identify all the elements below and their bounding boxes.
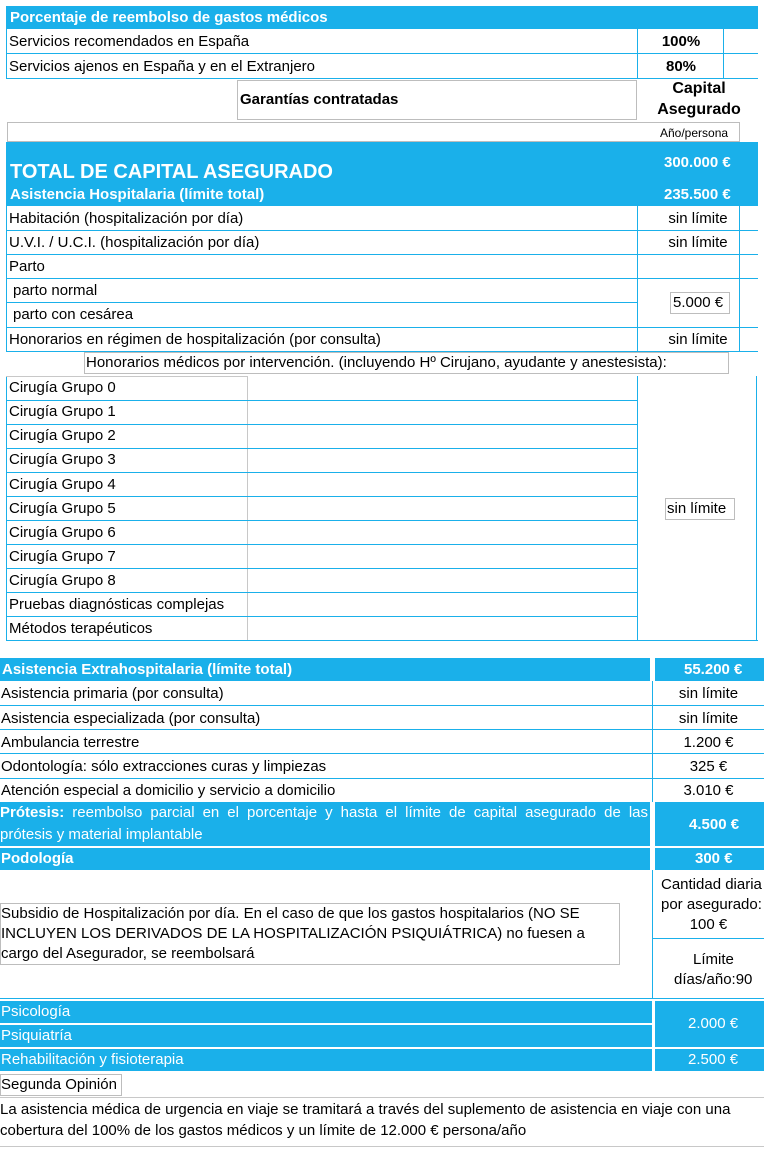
- cirugia-label: Cirugía Grupo 1: [9, 403, 116, 420]
- extra-row-value: sin límite: [678, 710, 739, 727]
- parto-value-box: [670, 292, 730, 314]
- cirugia-label: Cirugía Grupo 3: [9, 451, 116, 468]
- rehabilitacion-label: Rehabilitación y fisioterapia: [1, 1051, 184, 1068]
- cirugia-label: Cirugía Grupo 2: [9, 427, 116, 444]
- garantias-title: Garantías contratadas: [240, 91, 399, 108]
- parto-cesarea-label: parto con cesárea: [13, 306, 134, 323]
- cirugia-label: Cirugía Grupo 5: [9, 500, 116, 517]
- honorarios-label: Honorarios en régimen de hospitalización (por consulta): [9, 331, 381, 348]
- uvi-label: U.V.I. / U.C.I. (hospitalización por día): [9, 234, 260, 251]
- segunda-opinion-label: Segunda Opinión: [1, 1076, 117, 1093]
- extra-row-value: 3.010 €: [683, 782, 734, 799]
- cirugia-label: Cirugía Grupo 4: [9, 476, 116, 493]
- cirugia-label: Cirugía Grupo 6: [9, 524, 116, 541]
- parto-value: 5.000 €: [673, 294, 724, 311]
- limite-line2: días/año:90: [674, 971, 753, 988]
- intervencion-note-box: [84, 352, 729, 374]
- parto-normal-label: parto normal: [13, 282, 98, 299]
- habitacion-label: Habitación (hospitalización por día): [9, 210, 244, 227]
- cantidad-value: 100 €: [689, 916, 728, 933]
- total-bar: [6, 142, 758, 206]
- intervencion-note: Honorarios médicos por intervención. (incluyendo Hº Cirujano, ayudante y anestesista):: [86, 354, 667, 371]
- limite-line1: Límite: [693, 951, 734, 968]
- extra-row-label: Odontología: sólo extracciones curas y limpiezas: [1, 758, 327, 775]
- reembolso-row-label: Servicios ajenos en España y en el Extranjero: [9, 58, 316, 75]
- garantias-header: [237, 80, 637, 120]
- psiquiatria-label: Psiquiatría: [1, 1027, 72, 1044]
- extrahospitalaria-value: 55.200 €: [684, 661, 743, 678]
- capital-header-line2: Asegurado: [657, 101, 741, 118]
- uvi-value: sin límite: [668, 234, 728, 251]
- cirugia-label: Cirugía Grupo 8: [9, 572, 116, 589]
- psicologia-bar: [0, 1001, 652, 1023]
- psico-value: 2.000 €: [688, 1015, 739, 1032]
- protesis-label-bold: Prótesis:: [0, 804, 65, 821]
- total-label: TOTAL DE CAPITAL ASEGURADO: [10, 161, 333, 183]
- rehab-value-cell: [655, 1049, 764, 1071]
- reembolso-title: Porcentaje de reembolso de gastos médicos: [10, 9, 328, 26]
- extra-row-value: sin límite: [678, 685, 739, 702]
- extra-row-value: 325 €: [689, 758, 728, 775]
- cirugia-value-box: [665, 498, 735, 520]
- podologia-label: Podología: [1, 850, 74, 867]
- psico-value-cell: [655, 1001, 764, 1047]
- bar-gap: [650, 658, 655, 681]
- cantidad-line2: por asegurado:: [661, 896, 762, 913]
- podologia-bar: [0, 848, 650, 870]
- extra-row-label: Ambulancia terrestre: [1, 734, 140, 751]
- segunda-opinion-box: [0, 1074, 122, 1096]
- protesis-bar: [0, 802, 650, 846]
- reembolso-title-bar: [6, 6, 758, 29]
- extrahospitalaria-label: Asistencia Extrahospitalaria (límite total): [2, 661, 293, 678]
- pruebas-label: Pruebas diagnósticas complejas: [9, 596, 225, 613]
- parto-label: Parto: [9, 258, 45, 275]
- protesis-value: 4.500 €: [689, 816, 740, 833]
- extra-row-value: 1.200 €: [683, 734, 734, 751]
- total-value: 300.000 €: [664, 154, 731, 171]
- subsidio-box: [0, 903, 620, 965]
- cirugia-label: Cirugía Grupo 0: [9, 379, 116, 396]
- extra-row-label: Asistencia especializada (por consulta): [1, 710, 261, 727]
- reembolso-row-value: 80%: [665, 58, 697, 75]
- extra-row-label: Atención especial a domicilio y servicio a domicilio: [1, 782, 336, 799]
- unit-label: Año/persona: [660, 126, 729, 140]
- psiquiatria-bar: [0, 1025, 652, 1047]
- reembolso-row-value: 100%: [661, 33, 701, 50]
- honorarios-value: sin límite: [668, 331, 728, 348]
- psicologia-label: Psicología: [1, 1003, 71, 1020]
- metodos-label: Métodos terapéuticos: [9, 620, 153, 637]
- footer-note: La asistencia médica de urgencia en viaje se tramitará a través del suplemento de asistencia en viaje con una cobertura del 100% de los gastos médicos y un límite de 12.000 € persona/año: [0, 1101, 731, 1139]
- cirugia-label: Cirugía Grupo 7: [9, 548, 116, 565]
- rehabilitacion-bar: [0, 1049, 652, 1071]
- protesis-label-rest: reembolso parcial en el porcentaje y hasta el límite de capital asegurado de las prótesis y material implantable: [0, 804, 649, 843]
- protesis-value-cell: [655, 802, 764, 846]
- hospitalaria-label: Asistencia Hospitalaria (límite total): [10, 186, 265, 203]
- habitacion-value: sin límite: [668, 210, 728, 227]
- rehab-value: 2.500 €: [688, 1051, 739, 1068]
- podologia-value: 300 €: [695, 850, 733, 867]
- subsidio-text: Subsidio de Hospitalización por día. En el caso de que los gastos hospitalarios (NO SE INCLUYEN LOS DERIVADOS DE LA HOSPITALIZACIÓN PSIQUIÁTRICA) no fuesen a cargo del Asegurador, se reembolsará: [1, 905, 585, 962]
- extra-row-label: Asistencia primaria (por consulta): [1, 685, 224, 702]
- podologia-value-cell: [655, 848, 764, 870]
- cirugia-value: sin límite: [667, 500, 727, 517]
- cantidad-line1: Cantidad diaria: [661, 876, 762, 893]
- reembolso-row-label: Servicios recomendados en España: [9, 33, 250, 50]
- hospitalaria-value: 235.500 €: [664, 186, 731, 203]
- capital-header-line1: Capital: [672, 80, 726, 97]
- unit-row: [7, 122, 740, 142]
